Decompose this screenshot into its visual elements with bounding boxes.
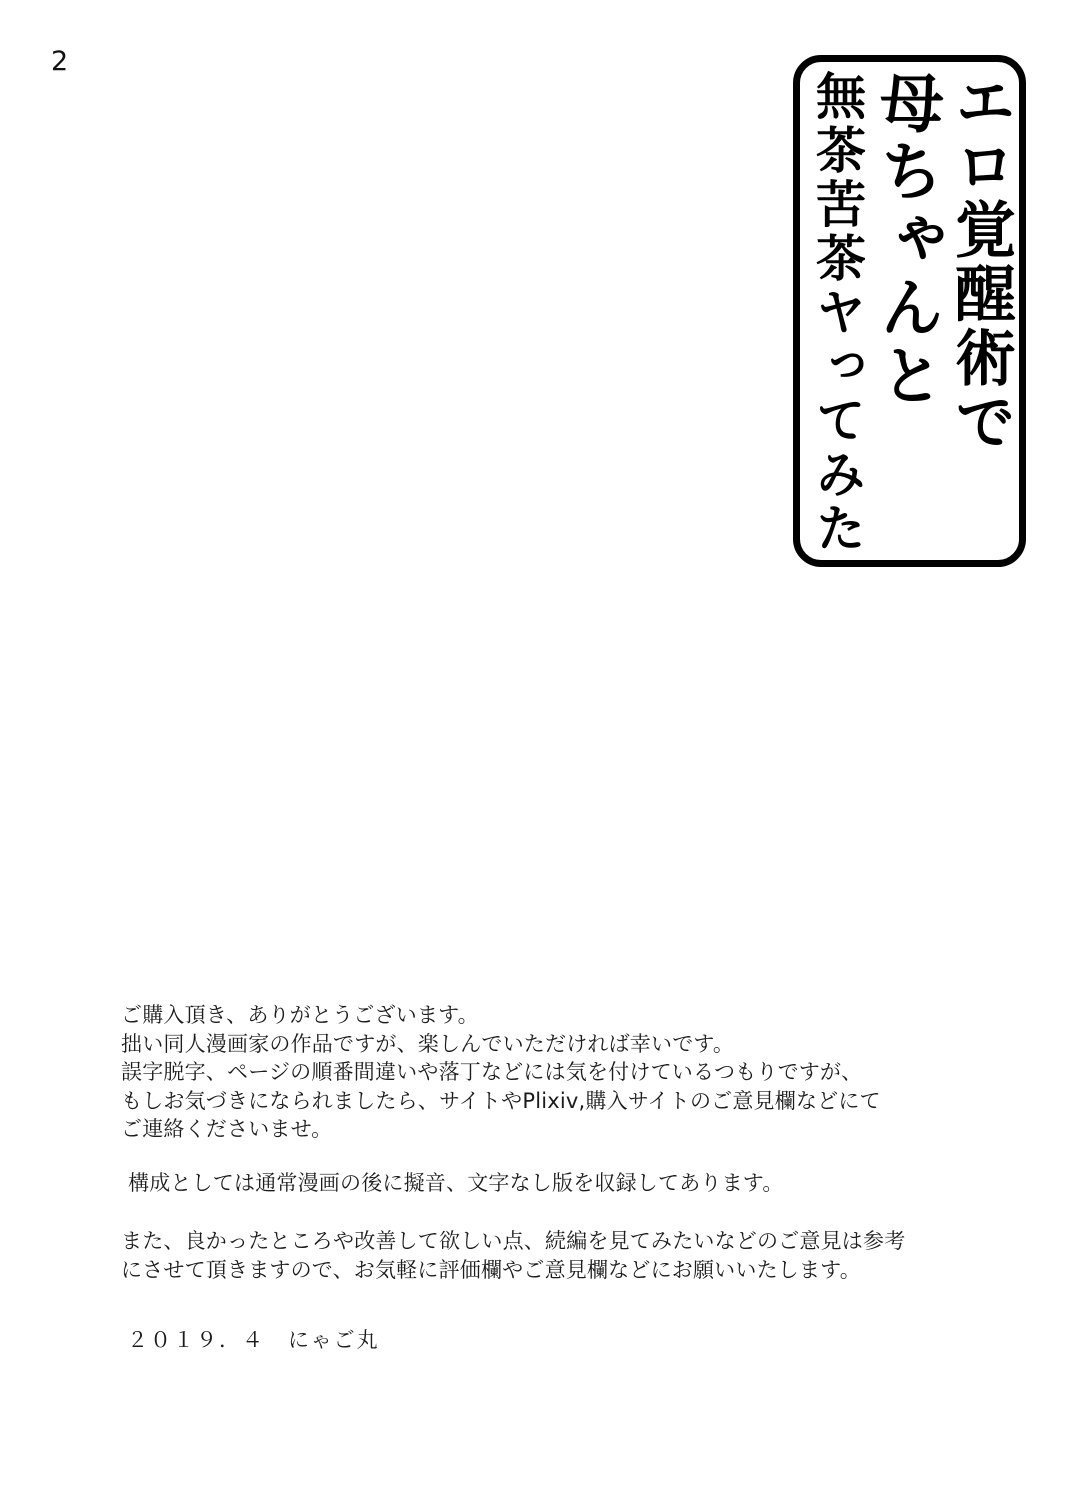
afterword-line: ご購入頂き、ありがとうございます。: [121, 1003, 479, 1027]
afterword-line: にさせて頂きますので、お気軽に評価欄やご意見欄などにお願いいたします。: [121, 1257, 861, 1282]
title-column-2: 母ちゃんと: [869, 70, 943, 410]
afterword-line: ご連絡くださいませ。: [121, 1117, 333, 1141]
title-column-1: エロ覚醒術で: [945, 70, 1016, 454]
afterword-paragraph-3: [121, 1227, 1001, 1284]
afterword-line: もしお気づきになられましたら、サイトやPlixiv,購入サイトのご意見欄などにて: [121, 1088, 881, 1113]
title-vertical-text: [800, 62, 1019, 560]
page-number: 2: [51, 46, 69, 77]
afterword-paragraph-1: [121, 1001, 1001, 1144]
afterword-line: 拙い同人漫画家の作品ですが、楽しんでいただければ幸いです。: [121, 1031, 735, 1056]
afterword-paragraph-2: [121, 1169, 1008, 1198]
afterword-line: 構成としては通常漫画の後に擬音、文字なし版を収録してあります。: [128, 1171, 784, 1195]
title-column-3: 無茶苦茶ヤってみた: [808, 70, 866, 556]
afterword-line: 誤字脱字、ページの順番間違いや落丁などには気を付けているつもりですが、: [121, 1060, 863, 1084]
title-box: [793, 55, 1026, 567]
afterword-line: また、良かったところや改善して欲しい点、続編を見てみたいなどのご意見は参考: [121, 1229, 906, 1253]
date-author-line: ２０１９．４ にゃご丸: [127, 1328, 380, 1352]
